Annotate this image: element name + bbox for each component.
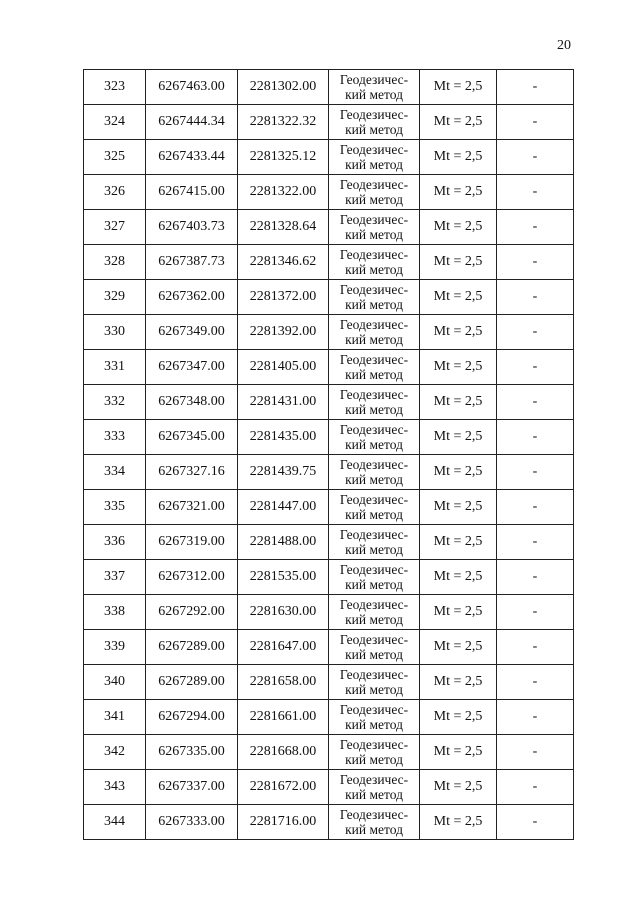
accuracy-cell: Mt = 2,5 xyxy=(420,770,497,805)
method-line-1: Геодезичес- xyxy=(339,247,409,262)
point-number-cell: 326 xyxy=(84,175,146,210)
y-coordinate-cell: 2281661.00 xyxy=(238,700,329,735)
table-row xyxy=(84,350,574,385)
x-coordinate-cell: 6267345.00 xyxy=(146,420,238,455)
method-line-1: Геодезичес- xyxy=(339,177,409,192)
accuracy-cell: Mt = 2,5 xyxy=(420,70,497,105)
description-cell: - xyxy=(497,105,574,140)
point-number-cell: 332 xyxy=(84,385,146,420)
method-line-1: Геодезичес- xyxy=(339,72,409,87)
method-line-2: кий метод xyxy=(345,752,403,767)
table-row xyxy=(84,735,574,770)
table-row xyxy=(84,175,574,210)
accuracy-cell: Mt = 2,5 xyxy=(420,665,497,700)
description-cell: - xyxy=(497,70,574,105)
table-row xyxy=(84,805,574,840)
y-coordinate-cell: 2281328.64 xyxy=(238,210,329,245)
point-number-cell: 344 xyxy=(84,805,146,840)
accuracy-cell: Mt = 2,5 xyxy=(420,560,497,595)
accuracy-cell: Mt = 2,5 xyxy=(420,245,497,280)
table-row xyxy=(84,630,574,665)
method-line-1: Геодезичес- xyxy=(339,597,409,612)
method-line-1: Геодезичес- xyxy=(339,282,409,297)
method-line-2: кий метод xyxy=(345,262,403,277)
y-coordinate-cell: 2281668.00 xyxy=(238,735,329,770)
description-cell: - xyxy=(497,770,574,805)
table-row xyxy=(84,490,574,525)
accuracy-cell: Mt = 2,5 xyxy=(420,455,497,490)
y-coordinate-cell: 2281405.00 xyxy=(238,350,329,385)
point-number-cell: 334 xyxy=(84,455,146,490)
x-coordinate-cell: 6267347.00 xyxy=(146,350,238,385)
x-coordinate-cell: 6267433.44 xyxy=(146,140,238,175)
accuracy-cell: Mt = 2,5 xyxy=(420,280,497,315)
table-row xyxy=(84,560,574,595)
point-number-cell: 333 xyxy=(84,420,146,455)
accuracy-cell: Mt = 2,5 xyxy=(420,210,497,245)
method-line-2: кий метод xyxy=(345,87,403,102)
method-line-1: Геодезичес- xyxy=(339,352,409,367)
method-cell xyxy=(329,595,420,630)
x-coordinate-cell: 6267463.00 xyxy=(146,70,238,105)
table-row xyxy=(84,280,574,315)
method-cell xyxy=(329,385,420,420)
method-cell xyxy=(329,700,420,735)
method-cell xyxy=(329,560,420,595)
method-line-1: Геодезичес- xyxy=(339,807,409,822)
method-cell xyxy=(329,315,420,350)
method-line-1: Геодезичес- xyxy=(339,492,409,507)
accuracy-cell: Mt = 2,5 xyxy=(420,525,497,560)
point-number-cell: 343 xyxy=(84,770,146,805)
y-coordinate-cell: 2281322.32 xyxy=(238,105,329,140)
method-cell xyxy=(329,175,420,210)
method-line-2: кий метод xyxy=(345,437,403,452)
y-coordinate-cell: 2281346.62 xyxy=(238,245,329,280)
y-coordinate-cell: 2281647.00 xyxy=(238,630,329,665)
method-cell xyxy=(329,735,420,770)
description-cell: - xyxy=(497,175,574,210)
method-line-1: Геодезичес- xyxy=(339,702,409,717)
method-line-2: кий метод xyxy=(345,122,403,137)
accuracy-cell: Mt = 2,5 xyxy=(420,105,497,140)
description-cell: - xyxy=(497,455,574,490)
x-coordinate-cell: 6267312.00 xyxy=(146,560,238,595)
method-line-2: кий метод xyxy=(345,717,403,732)
method-cell xyxy=(329,140,420,175)
y-coordinate-cell: 2281535.00 xyxy=(238,560,329,595)
accuracy-cell: Mt = 2,5 xyxy=(420,630,497,665)
method-line-1: Геодезичес- xyxy=(339,142,409,157)
method-line-1: Геодезичес- xyxy=(339,737,409,752)
method-line-2: кий метод xyxy=(345,472,403,487)
method-line-1: Геодезичес- xyxy=(339,457,409,472)
method-cell xyxy=(329,455,420,490)
method-line-2: кий метод xyxy=(345,507,403,522)
point-number-cell: 338 xyxy=(84,595,146,630)
accuracy-cell: Mt = 2,5 xyxy=(420,385,497,420)
table-row xyxy=(84,525,574,560)
y-coordinate-cell: 2281302.00 xyxy=(238,70,329,105)
table-row xyxy=(84,105,574,140)
accuracy-cell: Mt = 2,5 xyxy=(420,175,497,210)
point-number-cell: 325 xyxy=(84,140,146,175)
point-number-cell: 323 xyxy=(84,70,146,105)
method-line-1: Геодезичес- xyxy=(339,422,409,437)
description-cell: - xyxy=(497,385,574,420)
point-number-cell: 339 xyxy=(84,630,146,665)
description-cell: - xyxy=(497,630,574,665)
x-coordinate-cell: 6267319.00 xyxy=(146,525,238,560)
accuracy-cell: Mt = 2,5 xyxy=(420,700,497,735)
y-coordinate-cell: 2281431.00 xyxy=(238,385,329,420)
table-row xyxy=(84,385,574,420)
method-line-1: Геодезичес- xyxy=(339,107,409,122)
point-number-cell: 337 xyxy=(84,560,146,595)
method-line-2: кий метод xyxy=(345,822,403,837)
table-row xyxy=(84,315,574,350)
description-cell: - xyxy=(497,735,574,770)
table-row xyxy=(84,770,574,805)
point-number-cell: 330 xyxy=(84,315,146,350)
description-cell: - xyxy=(497,525,574,560)
method-cell xyxy=(329,770,420,805)
accuracy-cell: Mt = 2,5 xyxy=(420,735,497,770)
method-line-1: Геодезичес- xyxy=(339,632,409,647)
method-line-2: кий метод xyxy=(345,682,403,697)
method-cell xyxy=(329,350,420,385)
method-line-2: кий метод xyxy=(345,192,403,207)
description-cell: - xyxy=(497,280,574,315)
accuracy-cell: Mt = 2,5 xyxy=(420,420,497,455)
y-coordinate-cell: 2281447.00 xyxy=(238,490,329,525)
x-coordinate-cell: 6267403.73 xyxy=(146,210,238,245)
method-cell xyxy=(329,105,420,140)
method-line-1: Геодезичес- xyxy=(339,527,409,542)
point-number-cell: 335 xyxy=(84,490,146,525)
method-line-2: кий метод xyxy=(345,647,403,662)
x-coordinate-cell: 6267335.00 xyxy=(146,735,238,770)
table-row xyxy=(84,70,574,105)
accuracy-cell: Mt = 2,5 xyxy=(420,315,497,350)
description-cell: - xyxy=(497,140,574,175)
description-cell: - xyxy=(497,700,574,735)
method-line-2: кий метод xyxy=(345,612,403,627)
point-number-cell: 327 xyxy=(84,210,146,245)
description-cell: - xyxy=(497,210,574,245)
x-coordinate-cell: 6267444.34 xyxy=(146,105,238,140)
y-coordinate-cell: 2281630.00 xyxy=(238,595,329,630)
accuracy-cell: Mt = 2,5 xyxy=(420,350,497,385)
point-number-cell: 324 xyxy=(84,105,146,140)
y-coordinate-cell: 2281322.00 xyxy=(238,175,329,210)
method-cell xyxy=(329,490,420,525)
method-line-2: кий метод xyxy=(345,367,403,382)
method-line-2: кий метод xyxy=(345,227,403,242)
method-cell xyxy=(329,70,420,105)
x-coordinate-cell: 6267289.00 xyxy=(146,630,238,665)
x-coordinate-cell: 6267327.16 xyxy=(146,455,238,490)
description-cell: - xyxy=(497,490,574,525)
accuracy-cell: Mt = 2,5 xyxy=(420,595,497,630)
x-coordinate-cell: 6267387.73 xyxy=(146,245,238,280)
x-coordinate-cell: 6267333.00 xyxy=(146,805,238,840)
description-cell: - xyxy=(497,595,574,630)
method-line-1: Геодезичес- xyxy=(339,667,409,682)
method-cell xyxy=(329,630,420,665)
point-number-cell: 340 xyxy=(84,665,146,700)
point-number-cell: 341 xyxy=(84,700,146,735)
coordinates-table xyxy=(83,69,574,840)
y-coordinate-cell: 2281325.12 xyxy=(238,140,329,175)
x-coordinate-cell: 6267337.00 xyxy=(146,770,238,805)
accuracy-cell: Mt = 2,5 xyxy=(420,140,497,175)
y-coordinate-cell: 2281716.00 xyxy=(238,805,329,840)
point-number-cell: 342 xyxy=(84,735,146,770)
table-row xyxy=(84,245,574,280)
x-coordinate-cell: 6267289.00 xyxy=(146,665,238,700)
method-line-2: кий метод xyxy=(345,787,403,802)
x-coordinate-cell: 6267292.00 xyxy=(146,595,238,630)
method-line-2: кий метод xyxy=(345,402,403,417)
method-cell xyxy=(329,280,420,315)
x-coordinate-cell: 6267294.00 xyxy=(146,700,238,735)
method-line-2: кий метод xyxy=(345,332,403,347)
description-cell: - xyxy=(497,245,574,280)
x-coordinate-cell: 6267415.00 xyxy=(146,175,238,210)
table-row xyxy=(84,420,574,455)
method-line-1: Геодезичес- xyxy=(339,212,409,227)
description-cell: - xyxy=(497,315,574,350)
point-number-cell: 336 xyxy=(84,525,146,560)
method-line-1: Геодезичес- xyxy=(339,772,409,787)
y-coordinate-cell: 2281392.00 xyxy=(238,315,329,350)
table-row xyxy=(84,595,574,630)
description-cell: - xyxy=(497,805,574,840)
x-coordinate-cell: 6267348.00 xyxy=(146,385,238,420)
method-line-2: кий метод xyxy=(345,542,403,557)
page-number: 20 xyxy=(557,38,571,53)
point-number-cell: 331 xyxy=(84,350,146,385)
y-coordinate-cell: 2281488.00 xyxy=(238,525,329,560)
table-row xyxy=(84,140,574,175)
table-row xyxy=(84,455,574,490)
method-line-2: кий метод xyxy=(345,577,403,592)
method-line-2: кий метод xyxy=(345,297,403,312)
table-row xyxy=(84,665,574,700)
method-cell xyxy=(329,805,420,840)
x-coordinate-cell: 6267349.00 xyxy=(146,315,238,350)
accuracy-cell: Mt = 2,5 xyxy=(420,490,497,525)
table-row xyxy=(84,210,574,245)
table-row xyxy=(84,700,574,735)
method-line-1: Геодезичес- xyxy=(339,317,409,332)
y-coordinate-cell: 2281439.75 xyxy=(238,455,329,490)
description-cell: - xyxy=(497,420,574,455)
method-cell xyxy=(329,420,420,455)
description-cell: - xyxy=(497,560,574,595)
y-coordinate-cell: 2281435.00 xyxy=(238,420,329,455)
method-cell xyxy=(329,210,420,245)
y-coordinate-cell: 2281658.00 xyxy=(238,665,329,700)
y-coordinate-cell: 2281372.00 xyxy=(238,280,329,315)
coordinates-table-body xyxy=(84,70,574,840)
description-cell: - xyxy=(497,665,574,700)
point-number-cell: 329 xyxy=(84,280,146,315)
method-line-1: Геодезичес- xyxy=(339,562,409,577)
method-cell xyxy=(329,665,420,700)
accuracy-cell: Mt = 2,5 xyxy=(420,805,497,840)
method-line-1: Геодезичес- xyxy=(339,387,409,402)
x-coordinate-cell: 6267362.00 xyxy=(146,280,238,315)
description-cell: - xyxy=(497,350,574,385)
x-coordinate-cell: 6267321.00 xyxy=(146,490,238,525)
point-number-cell: 328 xyxy=(84,245,146,280)
method-cell xyxy=(329,525,420,560)
method-line-2: кий метод xyxy=(345,157,403,172)
y-coordinate-cell: 2281672.00 xyxy=(238,770,329,805)
method-cell xyxy=(329,245,420,280)
